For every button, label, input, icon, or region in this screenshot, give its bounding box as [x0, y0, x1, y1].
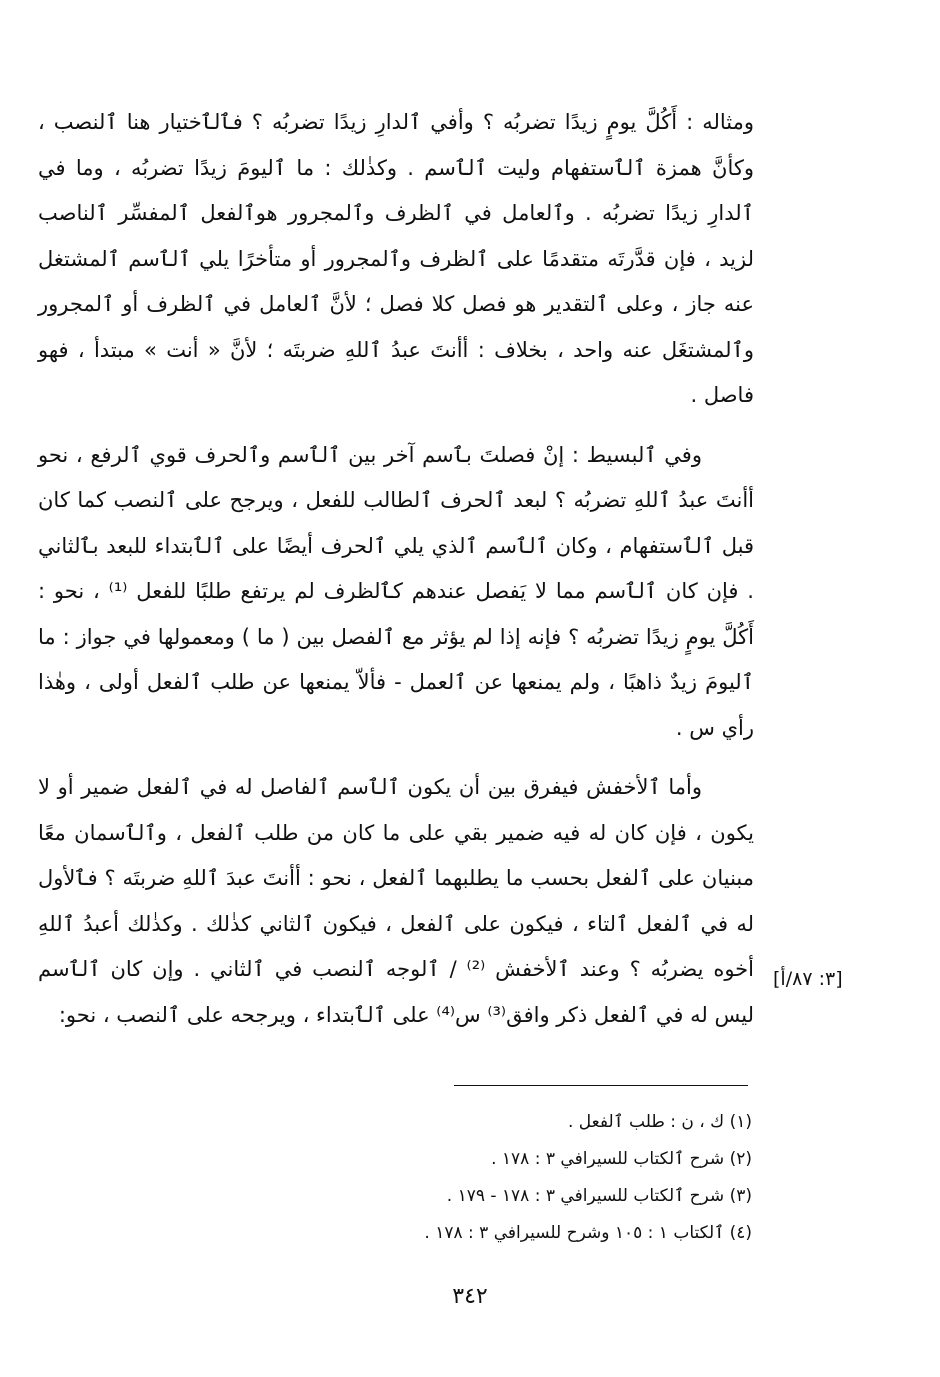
footnote-separator	[454, 1085, 748, 1086]
main-text	[38, 100, 754, 1052]
footnote-1: (١) ك ، ن : طلب ٱلفعل .	[567, 1112, 752, 1132]
footnote-2: (٢) شرح ٱلكتاب للسيرافي ٣ : ١٧٨ .	[491, 1149, 752, 1169]
paragraph-2: وفي ٱلبسيط : إنْ فصلتَ بٱسم آخر بين ٱلٱسم وٱلحرف قوي ٱلرفع ، نحو أأنتَ عبدُ ٱللهِ تضربُه ؟ لبعد ٱلحرف ٱلطالب للفعل ، ويرجح على ٱلنصب كما كان قبل ٱلٱستفهام ، وكان ٱلٱسم ٱلذي يلي ٱلحرف أيضًا على ٱلٱبتداء للبعد بٱلثاني . فإن كان ٱلٱسم مما لا يَفصل عندهم كٱلظرف لم يرتفع طلبًا للفعل ⁽¹⁾ ، نحو : أَكُلَّ يومٍ زيدًا تضربُه ؟ فإنه إذا لم يؤثر مع ٱلفصل بين ( ما ) ومعمولها في جواز : ما ٱليومَ زيدٌ ذاهبًا ، ولم يمنعها عن ٱلعمل - فألاّ يمنعها عن طلب ٱلفعل أولى ، وهٰذا رأي س .	[38, 442, 754, 740]
footnotes	[300, 1104, 752, 1252]
footnote-4: (٤) ٱلكتاب ١ : ١٠٥ وشرح للسيرافي ٣ : ١٧٨ .	[424, 1223, 752, 1243]
paragraph-3: وأما ٱلأخفش فيفرق بين أن يكون ٱلٱسم ٱلفاصل له في ٱلفعل ضمير أو لا يكون ، فإن كان له فيه ضمير بقي على ما كان من طلب ٱلفعل ، وٱلٱسمان معًا مبنيان على ٱلفعل بحسب ما يطلبهما ٱلفعل ، نحو : أأنتَ عبدَ ٱللهِ ضربتَه ؟ فٱلأول له في ٱلفعل ٱلتاء ، فيكون على ٱلفعل ، فيكون ٱلثاني كذٰلك . وكذٰلك أعبدُ ٱللهِ أخوه يضربُه ؟ وعند ٱلأخفش ⁽²⁾ / ٱلوجه ٱلنصب في ٱلثاني . وإن كان ٱلٱسم ليس له في ٱلفعل ذكر وافق⁽³⁾ س⁽⁴⁾ على ٱلٱبتداء ، ويرجحه على ٱلنصب ، نحو:	[38, 775, 754, 1027]
page-number: ٣٤٢	[452, 1284, 488, 1309]
paragraph-1: ومثاله : أَكُلَّ يومٍ زيدًا تضربُه ؟ وأفي ٱلدارِ زيدًا تضربُه ؟ فٱلٱختيار هنا ٱلنصب ، وكأنَّ همزة ٱلٱستفهام وليت ٱلٱسم . وكذٰلك : ما ٱليومَ زيدًا تضربُه ، وما في ٱلدارِ زيدًا تضربُه . وٱلعامل في ٱلظرف وٱلمجرور هوٱلفعل ٱلمفسِّر ٱلناصب لزيد ، فإن قدَّرتَه متقدمًا على ٱلظرف وٱلمجرور أو متأخرًا يلي ٱلٱسم ٱلمشتغل عنه جاز ، وعلى ٱلتقدير هو فصل كلا فصل ؛ لأنَّ ٱلعامل في ٱلظرف أو ٱلمجرور وٱلمشتغَل عنه واحد ، بخلاف : أأنتَ عبدُ ٱللهِ ضربتَه ؛ لأنَّ « أنت » مبتدأ ، فهو فاصل .	[38, 110, 754, 407]
margin-folio-reference: [٣: ٨٧/أ]	[773, 968, 843, 990]
footnote-3: (٣) شرح ٱلكتاب للسيرافي ٣ : ١٧٨ - ١٧٩ .	[446, 1186, 752, 1206]
